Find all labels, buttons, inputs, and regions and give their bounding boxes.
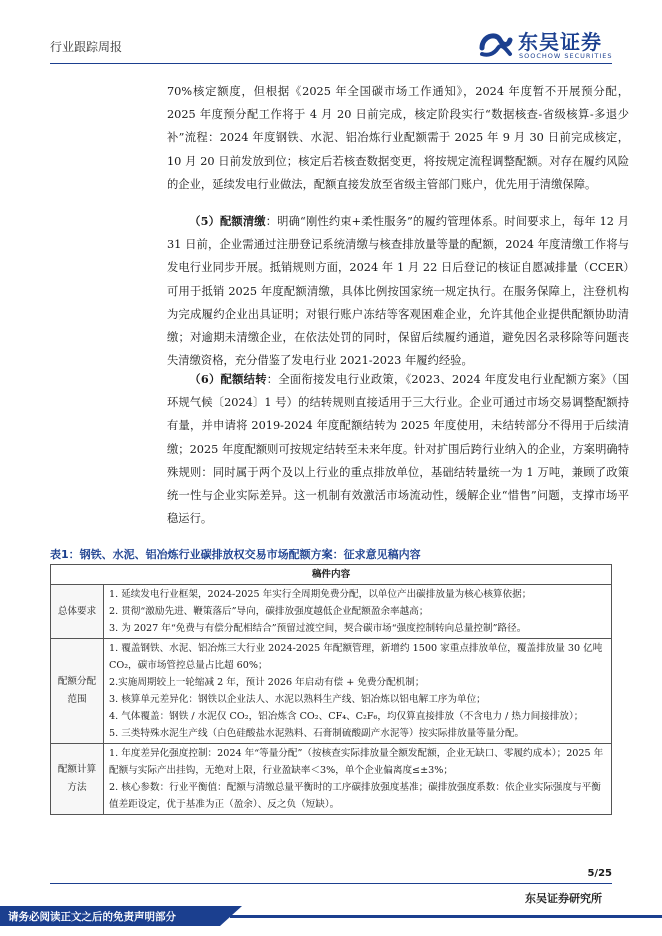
content-line: 3. 核算单元差异化：钢铁以企业法人、水泥以熟料生产线、铝冶炼以铝电解工序为单位； <box>109 694 486 705</box>
research-institute: 东吴证券研究所 <box>525 892 602 905</box>
paragraph-verification <box>167 80 629 196</box>
content-line: 2.实施周期较上一轮缩减 2 年，预计 2026 年启动有偿 + 免费分配机制； <box>109 677 425 688</box>
brand-name-cn: 东吴证券 <box>518 30 602 54</box>
brand-logo-icon <box>478 26 514 60</box>
table-row <box>51 744 612 815</box>
row-category: 配额分配范围 <box>51 639 104 744</box>
table-title: 表1：钢铁、水泥、铝冶炼行业碳排放权交易市场配额方案：征求意见稿内容 <box>50 548 421 561</box>
content-line: 4. 气体覆盖：钢铁 / 水泥仅 CO₂，铝冶炼含 CO₂、CF₄、C₂F₆，均仅算直接排放（不含电力 / 热力间接排放）； <box>109 711 584 722</box>
disclaimer-banner <box>0 906 662 926</box>
brand-logo <box>478 26 628 66</box>
disclaimer-text: 请务必阅读正文之后的免责声明部分 <box>8 911 176 923</box>
report-category: 行业跟踪周报 <box>50 40 123 54</box>
footer-rule <box>50 883 612 884</box>
table-header: 稿件内容 <box>51 565 612 585</box>
table-row <box>51 639 612 744</box>
row-content <box>104 585 612 639</box>
paragraph-quota-clearance <box>167 210 629 372</box>
row-content <box>104 639 612 744</box>
content-line: 1. 年度差异化强度控制：2024 年“等量分配”（按核查实际排放量全额发配额，企业无缺口、零履约成本）；2025 年配额与实际产出挂钩，无绝对上限，行业盈缺率＜3%，单个企业偏离度≤±3%； <box>109 748 604 776</box>
row-category: 配额计算方法 <box>51 744 104 815</box>
row-category: 总体要求 <box>51 585 104 639</box>
row-content <box>104 744 612 815</box>
paragraph-text: ：明确“刚性约束+柔性服务”的履约管理体系。时间要求上，每年 12 月 31 日前，企业需通过注册登记系统清缴与核查排放量等量的配额，2024 年度清缴工作将与发电行业同步开展。抵销规则方面，2024 年 1 月 22 日后登记的核证自愿减排量（CCER）可用于抵销 2025 年度配额清缴，具体比例按国家统一规定执行。在服务保障上，注登机构为完成履约企业出具证明；对银行账户冻结等客观困难企业，允许其他企业提供配额协助清缴；对逾期未清缴企业，在依法处罚的同时，保留后续履约通道，避免因名录移除等问题丧失清缴资格，充分借鉴了发电行业 2021-2023 年履约经验。 <box>167 215 629 368</box>
content-line: 2. 贯彻“激励先进、鞭策落后”导向，碳排放强度越低企业配额盈余率越高； <box>109 606 429 617</box>
paragraph-text: ：全面衔接发电行业政策，《2023、2024 年度发电行业配额方案》（国环规气候〔2024〕1 号）的结转规则直接适用于三大行业。企业可通过市场交易调整配额持有量，并申请将 2019-2024 年度配额结转为 2025 年度使用，未结转部分不得用于后续清缴；2025 年度配额则可按规定结转至未来年度。针对扩围后跨行业纳入的企业，方案明确特殊规则：同时属于两个及以上行业的重点排放单位，基础结转量统一为 1 万吨，兼顾了政策统一性与企业实际差异。这一机制有效激活市场流动性，缓解企业“惜售”问题，支撑市场平稳运行。 <box>167 373 629 526</box>
content-line: 3. 为 2027 年“免费与有偿分配相结合”预留过渡空间，契合碳市场“强度控制转向总量控制”路径。 <box>109 623 527 634</box>
quota-table <box>50 564 612 815</box>
content-line: 5. 三类特殊水泥生产线（白色硅酸盐水泥熟料、石膏制硫酸副产水泥等）按实际排放量等量分配。 <box>109 728 525 739</box>
content-line: 1. 延续发电行业框架，2024-2025 年实行全周期免费分配，以单位产出碳排放量为核心核算依据； <box>109 589 532 600</box>
content-line: 1. 覆盖钢铁、水泥、铝冶炼三大行业 2024-2025 年配额管理，新增约 1500 家重点排放单位，覆盖排放量 30 亿吨 CO₂，碳市场管控总量占比超 60%； <box>109 643 603 671</box>
section-heading: （6）配额结转 <box>189 372 267 386</box>
page-number: 5/25 <box>587 868 612 879</box>
content-line: 2. 核心参数：行业平衡值：配额与清缴总量平衡时的工序碳排放强度基准；碳排放强度系数：依企业实际强度与平衡值差距设定，优于基准为正（盈余）、反之负（短缺）。 <box>109 782 601 810</box>
brand-name-en: SOOCHOW SECURITIES <box>519 52 613 60</box>
table-header-row <box>51 565 612 585</box>
section-heading: （5）配额清缴 <box>189 214 266 228</box>
paragraph-quota-carryover <box>167 368 629 530</box>
paragraph-text: 70%核定额度，但根据《2025 年全国碳市场工作通知》，2024 年度暂不开展预分配，2025 年度预分配工作将于 4 月 20 日前完成，核定阶段实行“数据核查-省级核算-多退少补”流程：2024 年度钢铁、水泥、铝冶炼行业配额需于 2025 年 9 月 30 日前完成核定，10 月 20 日前发放到位；核定后若核查数据变更，将按规定流程调整配额。对存在履约风险的企业，延续发电行业做法，配额直接发放至省级主管部门账户，优先用于清缴保障。 <box>167 85 629 191</box>
header-rule <box>50 63 612 64</box>
table-row <box>51 585 612 639</box>
